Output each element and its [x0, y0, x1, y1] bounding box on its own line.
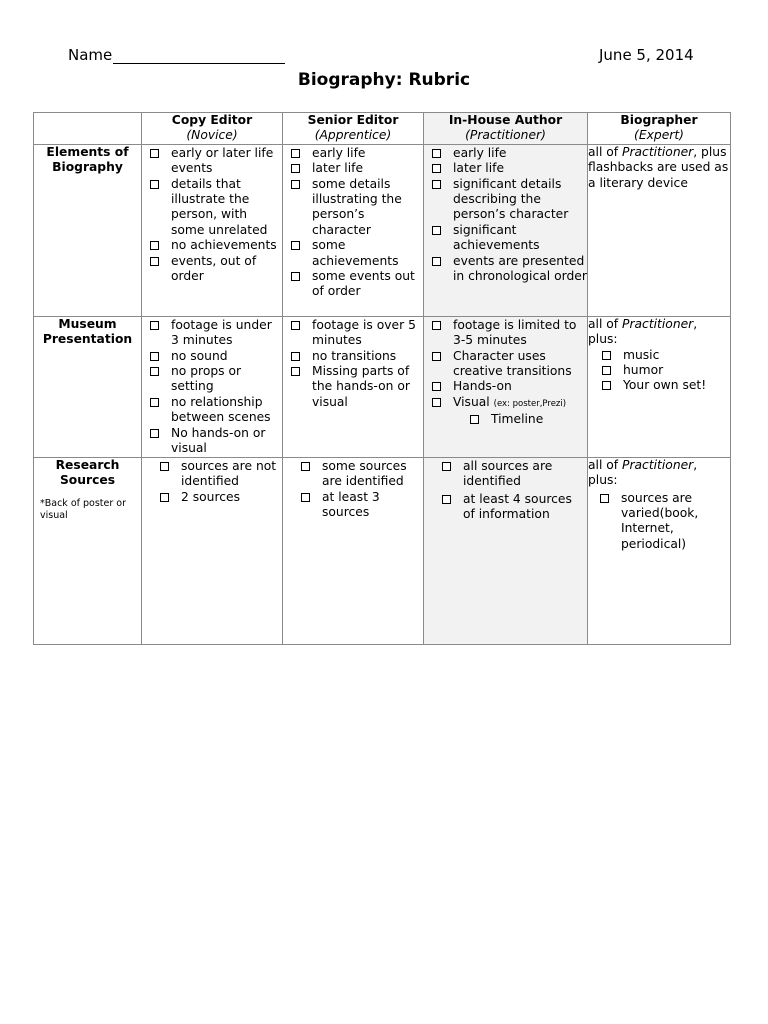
row-note: *Back of poster or visual	[40, 497, 127, 521]
cell-in-house-author	[424, 316, 588, 457]
criterion-item[interactable]: footage is over 5 minutes	[291, 318, 423, 349]
visual-note: (ex: poster,Prezi)	[493, 398, 567, 409]
level-title: Biographer	[620, 113, 698, 127]
checkbox[interactable]	[442, 462, 451, 471]
checkbox[interactable]	[291, 321, 300, 330]
criterion-item[interactable]: footage is under 3 minutes	[150, 318, 282, 349]
level-header-biographer	[588, 113, 731, 145]
cell-copy-editor	[142, 316, 283, 457]
criterion-item[interactable]: some sources are identified	[301, 459, 423, 490]
level-title: Senior Editor	[307, 113, 399, 127]
checkbox[interactable]	[432, 398, 441, 407]
checkbox[interactable]	[150, 180, 159, 189]
criterion-item[interactable]: sources are not identified	[160, 459, 282, 490]
level-header-in-house-author	[424, 113, 588, 145]
level-header-senior-editor	[283, 113, 424, 145]
checkbox[interactable]	[602, 351, 611, 360]
document-date: June 5, 2014	[599, 46, 694, 64]
criterion-item[interactable]: at least 3 sources	[301, 490, 423, 521]
checkbox[interactable]	[602, 381, 611, 390]
checkbox[interactable]	[150, 241, 159, 250]
criterion-item[interactable]: some events out of order	[291, 269, 423, 300]
checkbox[interactable]	[291, 241, 300, 250]
row-label-museum: Museum Presentation	[34, 316, 142, 457]
criterion-item[interactable]: no props or setting	[150, 364, 282, 395]
criterion-item[interactable]: significant achievements	[432, 223, 587, 254]
checkbox[interactable]	[442, 495, 451, 504]
checkbox[interactable]	[150, 352, 159, 361]
checkbox[interactable]	[150, 398, 159, 407]
criterion-item[interactable]: no relationship between scenes	[150, 395, 282, 426]
checkbox[interactable]	[150, 321, 159, 330]
criterion-item[interactable]: humor	[602, 363, 730, 378]
checkbox[interactable]	[432, 164, 441, 173]
cell-in-house-author	[424, 457, 588, 644]
checkbox[interactable]	[470, 415, 479, 424]
criterion-item[interactable]: significant details describing the person’s character	[432, 177, 587, 223]
cell-biographer: all of Practitioner, plus: sources are varied(book, Internet, periodical)	[588, 457, 731, 644]
criterion-item[interactable]: some details illustrating the person’s character	[291, 177, 423, 239]
criterion-item[interactable]: Hands-on	[432, 379, 587, 394]
criterion-item[interactable]: Missing parts of the hands-on or visual	[291, 364, 423, 410]
checkbox[interactable]	[432, 257, 441, 266]
cell-biographer: all of Practitioner, plus: music humor Your own set!	[588, 316, 731, 457]
checkbox[interactable]	[432, 180, 441, 189]
checkbox[interactable]	[291, 367, 300, 376]
row-label-elements: Elements of Biography	[34, 144, 142, 316]
cell-senior-editor	[283, 457, 424, 644]
criterion-item[interactable]: details that illustrate the person, with some unrelated	[150, 177, 282, 239]
checkbox[interactable]	[602, 366, 611, 375]
row-label-research: Research Sources *Back of poster or visual	[34, 457, 142, 644]
criterion-item[interactable]: sources are varied(book, Internet, periodical)	[600, 491, 730, 553]
level-subtitle: (Novice)	[186, 128, 238, 143]
criterion-item[interactable]: Visual (ex: poster,Prezi)	[432, 395, 587, 412]
criterion-item[interactable]: Your own set!	[602, 378, 730, 393]
criterion-item[interactable]: early life	[432, 146, 587, 161]
checkbox[interactable]	[432, 382, 441, 391]
page-title: Biography: Rubric	[297, 70, 471, 90]
criterion-item[interactable]: at least 4 sources of information	[442, 492, 587, 523]
level-header-copy-editor	[142, 113, 283, 145]
checkbox[interactable]	[291, 164, 300, 173]
rubric-header-row	[34, 113, 731, 145]
level-subtitle: (Practitioner)	[465, 128, 546, 143]
criterion-item[interactable]: no transitions	[291, 349, 423, 364]
checkbox[interactable]	[301, 493, 310, 502]
checkbox[interactable]	[150, 257, 159, 266]
criterion-item[interactable]: no achievements	[150, 238, 282, 253]
cell-copy-editor	[142, 144, 283, 316]
level-title: Copy Editor	[171, 113, 253, 127]
checkbox[interactable]	[291, 272, 300, 281]
criterion-item[interactable]: No hands-on or visual	[150, 426, 282, 457]
cell-in-house-author	[424, 144, 588, 316]
checkbox[interactable]	[432, 352, 441, 361]
checkbox[interactable]	[432, 321, 441, 330]
criterion-item[interactable]: music	[602, 348, 730, 363]
criterion-item[interactable]: later life	[291, 161, 423, 176]
checkbox[interactable]	[301, 462, 310, 471]
criterion-item[interactable]: footage is limited to 3-5 minutes	[432, 318, 587, 349]
cell-biographer: all of Practitioner, plus flashbacks are used as a literary device	[588, 144, 731, 316]
checkbox[interactable]	[291, 149, 300, 158]
cell-senior-editor	[283, 316, 424, 457]
checkbox[interactable]	[160, 462, 169, 471]
checkbox[interactable]	[432, 226, 441, 235]
criterion-item[interactable]: all sources are identified	[442, 459, 587, 490]
name-blank-line[interactable]	[113, 49, 285, 64]
criterion-item[interactable]: 2 sources	[160, 490, 282, 505]
level-subtitle: (Apprentice)	[314, 128, 392, 143]
checkbox[interactable]	[150, 149, 159, 158]
criterion-item[interactable]: early life	[291, 146, 423, 161]
rubric-row-research	[34, 457, 731, 644]
checkbox[interactable]	[160, 493, 169, 502]
rubric-table	[33, 112, 731, 645]
checkbox[interactable]	[291, 352, 300, 361]
checkbox[interactable]	[150, 429, 159, 438]
criterion-item[interactable]: later life	[432, 161, 587, 176]
name-label: Name	[68, 46, 113, 64]
checkbox[interactable]	[150, 367, 159, 376]
cell-senior-editor	[283, 144, 424, 316]
criterion-item[interactable]: Character uses creative transitions	[432, 349, 587, 380]
level-title: In-House Author	[448, 113, 563, 127]
checkbox[interactable]	[432, 149, 441, 158]
rubric-row-museum	[34, 316, 731, 457]
criterion-item[interactable]: no sound	[150, 349, 282, 364]
criterion-item[interactable]: some achievements	[291, 238, 423, 269]
level-subtitle: (Expert)	[634, 128, 684, 143]
criterion-item[interactable]: events, out of order	[150, 254, 282, 285]
criterion-item[interactable]: events are presented in chronological order	[432, 254, 587, 285]
name-field	[68, 46, 285, 64]
cell-copy-editor	[142, 457, 283, 644]
checkbox[interactable]	[600, 494, 609, 503]
criterion-item[interactable]: early or later life events	[150, 146, 282, 177]
criterion-subitem[interactable]: Timeline	[432, 412, 587, 427]
checkbox[interactable]	[291, 180, 300, 189]
rubric-row-elements	[34, 144, 731, 316]
corner-cell	[34, 113, 142, 145]
